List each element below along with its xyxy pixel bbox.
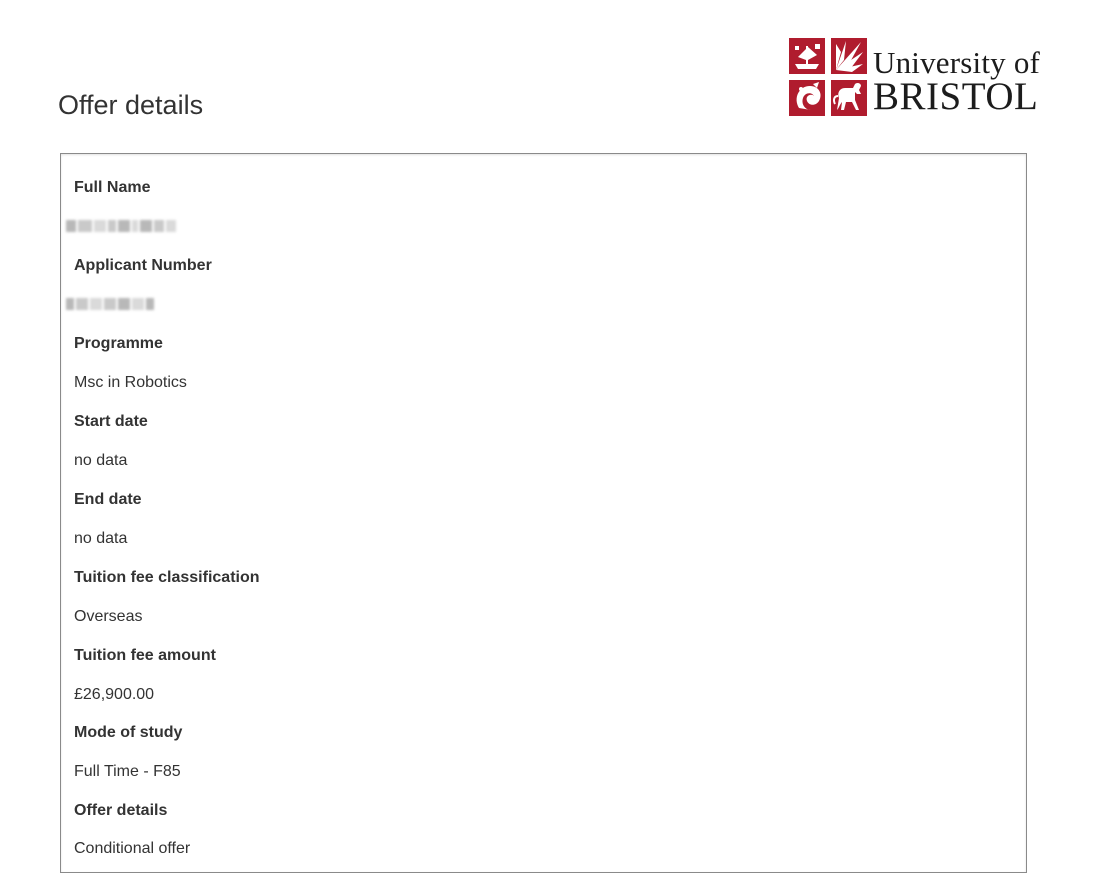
field-value: no data [74, 452, 128, 469]
field-value: £26,900.00 [74, 686, 155, 703]
field-end-date [74, 490, 974, 547]
logo-line-university: University of [873, 45, 1041, 80]
logo-line-bristol: BRISTOL [873, 75, 1039, 118]
field-programme [74, 334, 974, 391]
redacted-value [66, 298, 154, 310]
field-label: Tuition fee classification [74, 569, 260, 586]
field-tuition-fee-amount [74, 646, 974, 703]
field-applicant-number [74, 256, 974, 276]
field-value: Msc in Robotics [74, 374, 187, 391]
university-logo [789, 38, 1051, 116]
field-value: no data [74, 530, 128, 547]
field-label: Offer details [74, 802, 168, 819]
field-mode-of-study [74, 723, 974, 780]
field-full-name [74, 178, 974, 198]
field-offer-details [74, 801, 974, 857]
field-tuition-fee-classification [74, 568, 974, 625]
field-label: Start date [74, 413, 148, 430]
field-label: End date [74, 491, 142, 508]
field-label: Programme [74, 335, 163, 352]
field-value: Full Time - F85 [74, 763, 181, 780]
redacted-value [66, 220, 176, 232]
field-label: Mode of study [74, 724, 183, 741]
field-label: Tuition fee amount [74, 647, 216, 664]
field-label: Applicant Number [74, 257, 212, 274]
field-start-date [74, 412, 974, 469]
university-crest-icon [789, 38, 867, 116]
page-title: Offer details [58, 90, 204, 120]
offer-details-panel[interactable] [60, 153, 1027, 873]
field-value: Conditional offer [74, 840, 191, 857]
field-label: Full Name [74, 179, 151, 196]
field-value: Overseas [74, 608, 143, 625]
